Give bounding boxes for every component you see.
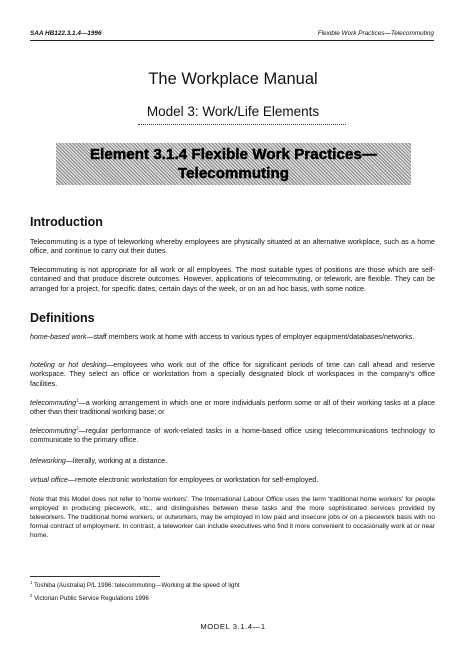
footnote [30,592,149,602]
definition-item [30,399,435,418]
footnote-text: Toshiba (Australia) P/L 1996: telecommuting—Working at the speed of light [33,582,240,589]
element-banner [56,143,411,185]
definition-term: hoteling or hot desking [30,361,107,369]
footnote-ref: 2 [76,425,79,431]
definition-term: home-based work [30,333,87,341]
definition-item [30,427,435,446]
footnote [30,579,240,589]
definition-item [30,333,435,342]
definition-text: —employees who work out of the office for significant periods of time can call ahead and reserve workspace. They select an office or workstation from a specially designated block of workspaces in the company's office facilities. [30,361,435,388]
footnote-text: Victorian Public Service Regulations 1996 [34,595,149,602]
definition-term: telecommuting [30,399,77,407]
page-title: The Workplace Manual [148,70,318,88]
footnote-number: 1 [30,579,33,585]
footnote-rule [30,576,160,577]
page-subtitle: Model 3: Work/Life Elements [146,104,320,119]
header-rule [30,40,434,41]
note-paragraph: Note that this Model does not refer to 'home workers'. The International Labour Office uses the term 'traditional home workers' for people employed in producing piecework, etc., and distinguishes between these tasks and the more sophisticated services provided by teleworkers. The traditional home workers, or outworkers, may be employed in low paid and insecure jobs or on a piecework basis with no formal contract of employment. In contrast, a teleworker can include executives who find it more convenient to occasionally work at or near home. [30,496,435,539]
definition-item [30,361,435,389]
footnote-ref: 1 [76,397,79,403]
footnote-number: 2 [30,592,33,598]
definitions-heading: Definitions [30,311,95,325]
definition-text: —staff members work at home with access to various types of employer equipment/databases/networks. [86,333,415,341]
definition-term: telecommuting [30,427,77,435]
introduction-heading: Introduction [30,215,103,229]
definition-text: —regular performance of work-related tasks in a home-based office using telecommunications technology to communicate to the primary office. [30,427,435,445]
definition-item [30,476,435,485]
page-number: MODEL 3.1.4—1 [200,622,266,631]
definition-term: virtual office [30,476,68,484]
banner-line-1: Element 3.1.4 Flexible Work Practices— [90,146,377,163]
introduction-paragraph-2: Telecommuting is not appropriate for all work or all employees. The most suitable types of positions are those which are self-contained and that produce discrete outcomes. However, applications of telecommuting, or telework, are flexible. They can be arranged for a project, for specific dates, certain days of the week, or on an ad hoc basis, with some notice. [30,266,435,293]
definition-item [30,457,435,466]
definition-text: —literally, working at a distance. [65,457,168,465]
section-title: Flexible Work Practices—Telecommuting [317,30,434,37]
banner-line-2: Telecommuting [177,165,290,182]
introduction-paragraph-1: Telecommuting is a type of teleworking whereby employees are physically situated at an alternative workplace, such as a home office, and continue to carry out their duties. [30,238,435,256]
definition-term: teleworking [30,457,66,465]
definition-text: —a working arrangement in which one or more individuals perform some or all of their working tasks at a place other than their traditional working base; or [30,399,435,417]
definition-text: —remote electronic workstation for employees or workstation for self-employed. [67,476,319,484]
document-code: SAA HB122.3.1.4—1996 [30,30,102,37]
dotted-divider [138,124,346,125]
